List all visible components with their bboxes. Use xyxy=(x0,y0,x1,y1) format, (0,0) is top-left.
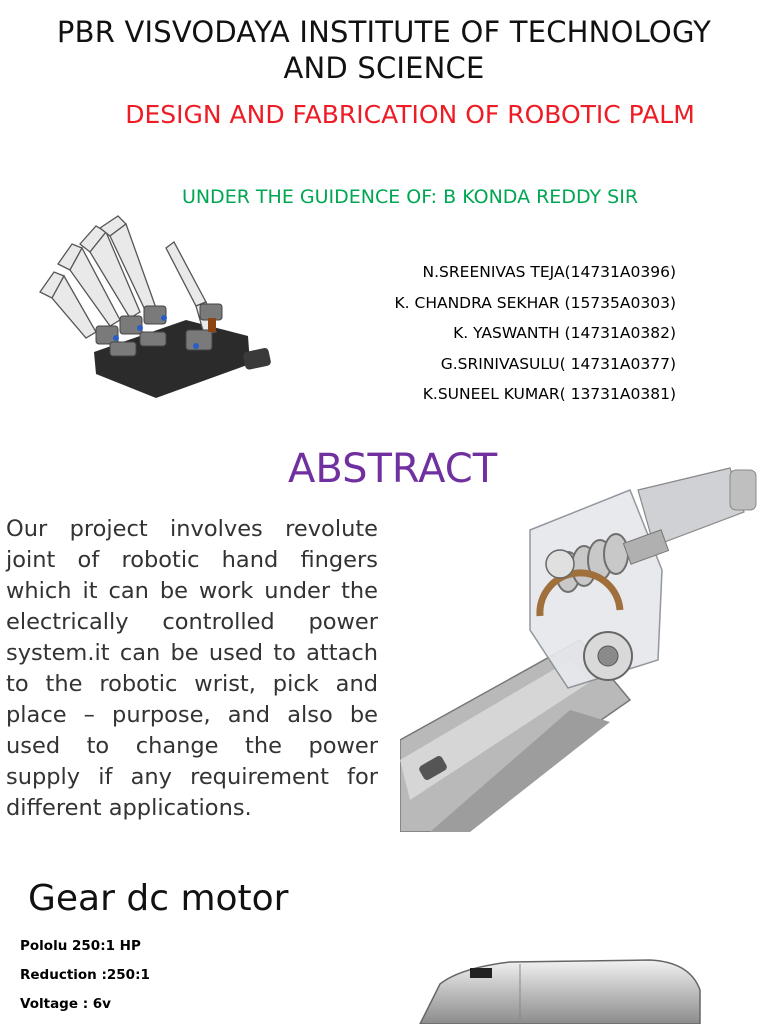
student-list xyxy=(394,257,676,410)
student-name: N.SREENIVAS TEJA(14731A0396) xyxy=(422,263,676,281)
spec-item: Voltage : 6v xyxy=(20,996,111,1012)
abstract-heading: ABSTRACT xyxy=(288,446,498,492)
spec-item: Reduction :250:1 xyxy=(20,967,150,983)
abstract-text: Our project involves revolute joint of robotic hand fingers which it can be work under the electrically controlled power system.it can be used to attach to the robotic wrist, pick and place – purpose, and also be used to change the power supply if any requirement for different applications. xyxy=(6,516,378,821)
guide-line: UNDER THE GUIDENCE OF: B KONDA REDDY SIR xyxy=(181,186,639,208)
gear-motor-image xyxy=(400,950,768,1024)
institute-name: PBR VISVODAYA INSTITUTE OF TECHNOLOGY AND SCIENCE xyxy=(56,15,712,85)
finger-joint-image xyxy=(400,460,768,832)
student-name: K. CHANDRA SEKHAR (15735A0303) xyxy=(394,293,676,312)
student-name: K. YASWANTH (14731A0382) xyxy=(453,324,676,342)
robotic-hand-image xyxy=(36,214,276,400)
student-name: G.SRINIVASULU( 14731A0377) xyxy=(440,354,676,373)
motor-heading: Gear dc motor xyxy=(28,878,289,919)
spec-item: Pololu 250:1 HP xyxy=(20,938,141,954)
project-title: DESIGN AND FABRICATION OF ROBOTIC PALM xyxy=(125,100,695,129)
student-name: K.SUNEEL KUMAR( 13731A0381) xyxy=(422,385,676,403)
motor-specs xyxy=(20,934,150,1021)
